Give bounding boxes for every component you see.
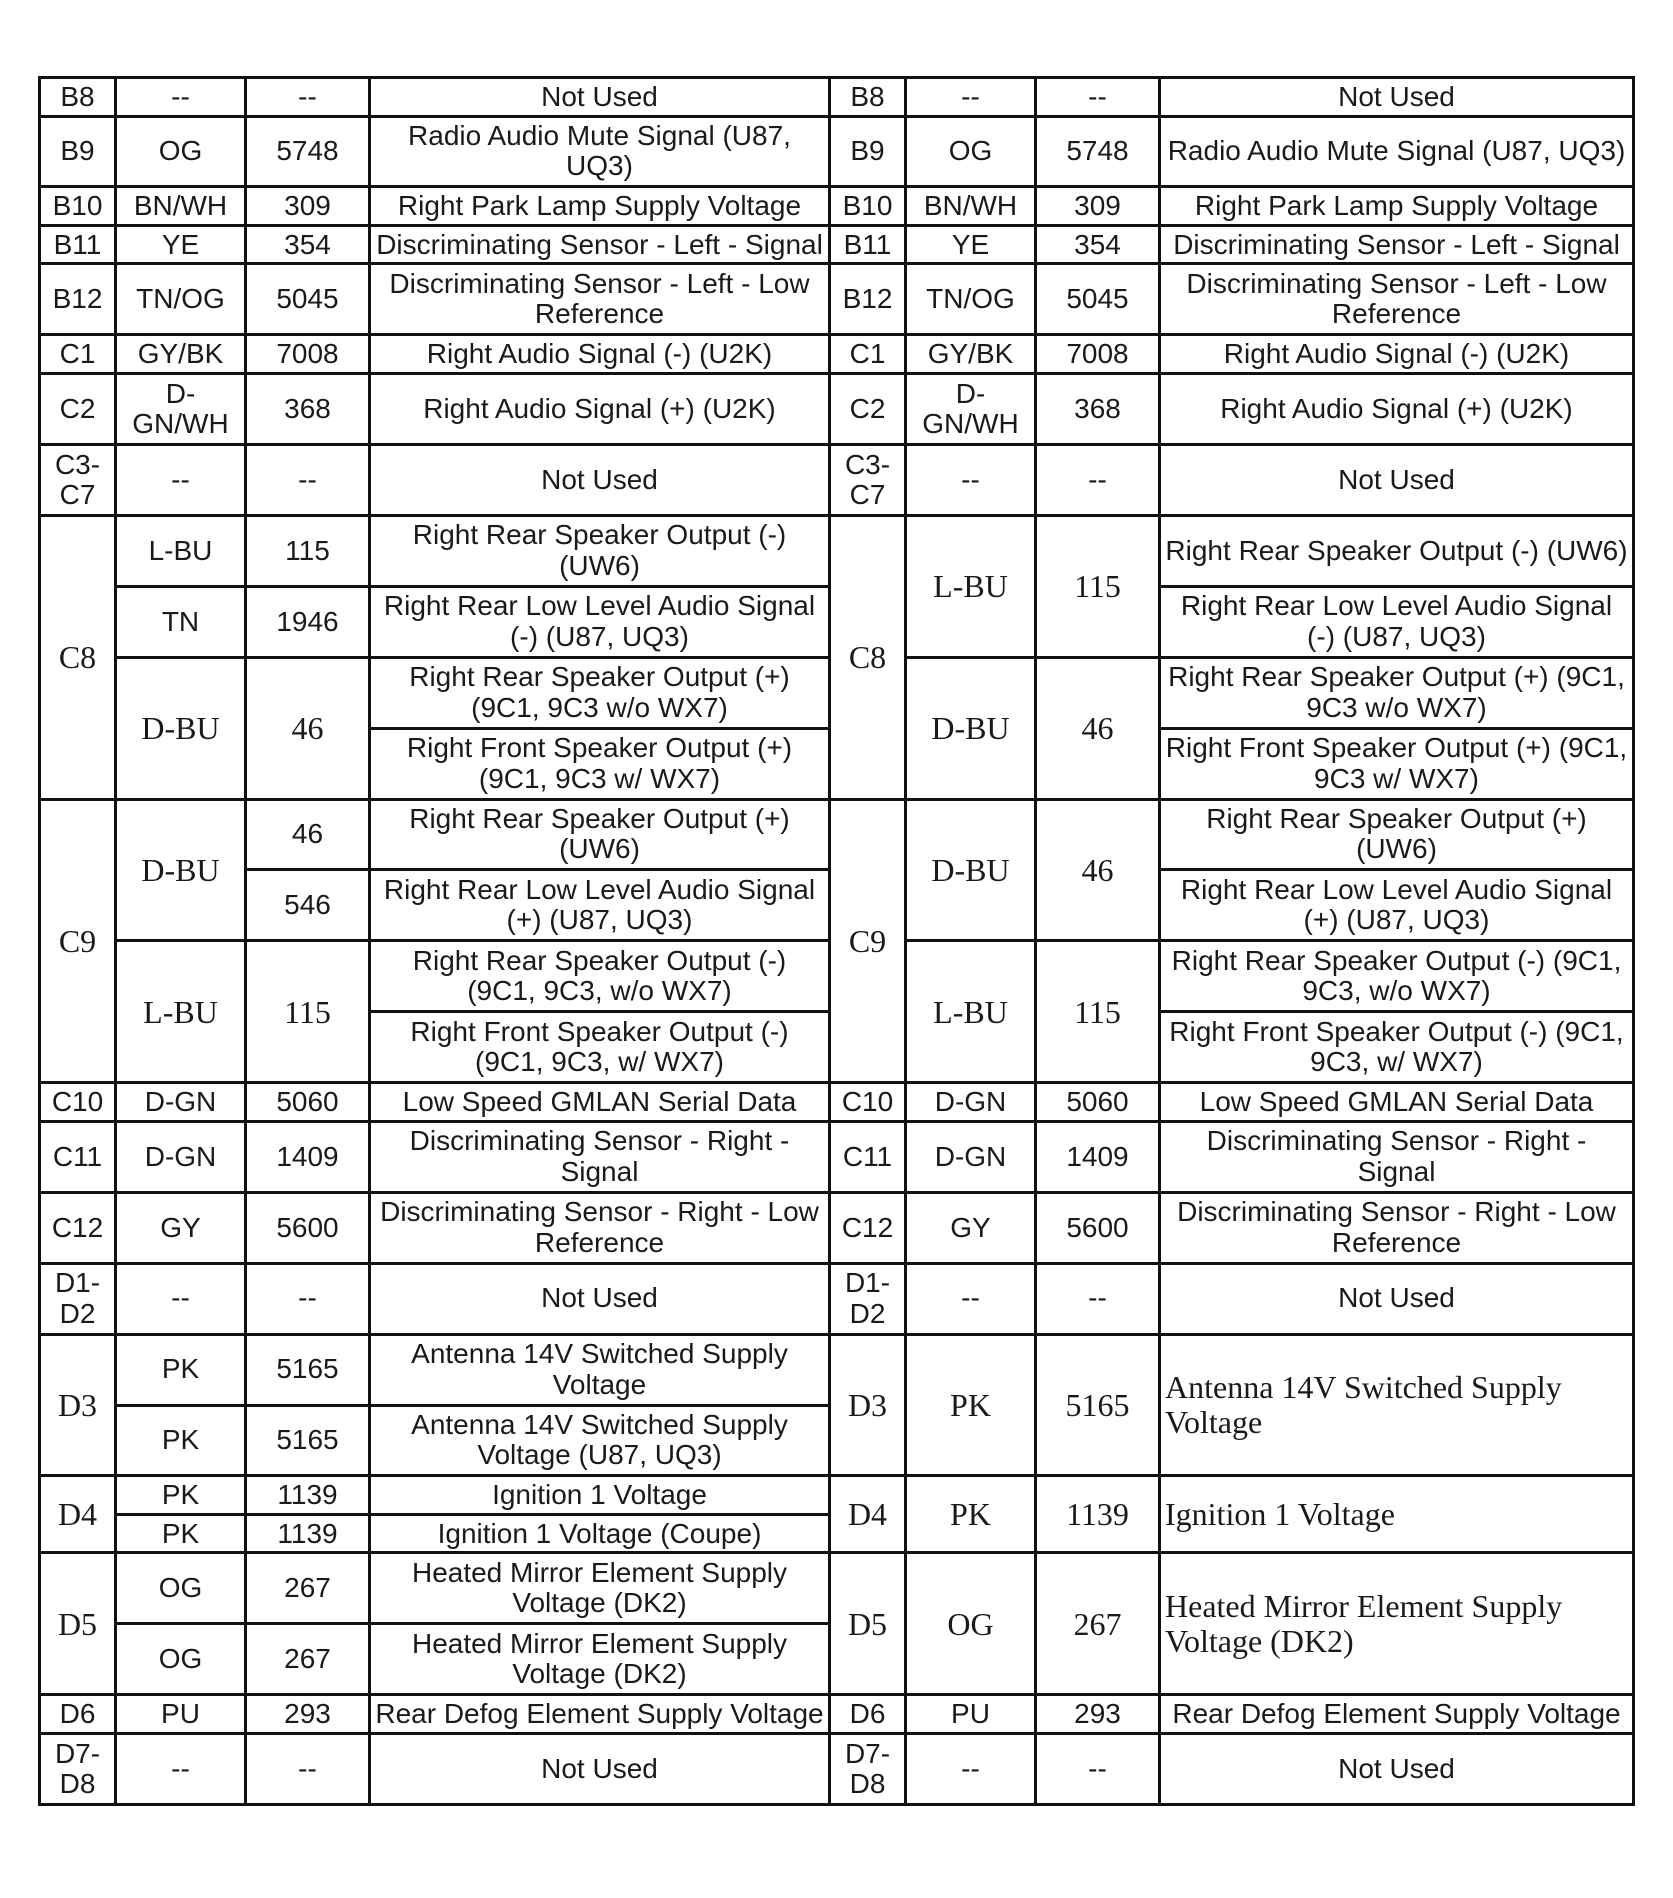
table-cell: Not Used xyxy=(370,1263,830,1334)
table-cell: -- xyxy=(906,1733,1036,1804)
table-row xyxy=(40,799,1634,870)
table-cell: Discriminating Sensor - Right - Signal xyxy=(370,1121,830,1192)
table-cell: -- xyxy=(246,1733,370,1804)
table-cell: GY xyxy=(116,1192,246,1263)
table-cell: B10 xyxy=(830,187,906,226)
table-cell: Right Rear Low Level Audio Signal (-) (U87, UQ3) xyxy=(1160,586,1634,657)
table-cell: Antenna 14V Switched Supply Voltage xyxy=(1160,1334,1634,1476)
table-cell: Right Rear Speaker Output (+) (9C1, 9C3 w/o WX7) xyxy=(1160,657,1634,728)
table-cell: Discriminating Sensor - Right - Low Reference xyxy=(1160,1192,1634,1263)
table-cell: Right Front Speaker Output (-) (9C1, 9C3, w/ WX7) xyxy=(1160,1012,1634,1083)
table-cell: OG xyxy=(906,116,1036,187)
table-cell: C8 xyxy=(830,515,906,799)
table-cell: Radio Audio Mute Signal (U87, UQ3) xyxy=(1160,116,1634,187)
table-cell: Right Front Speaker Output (+) (9C1, 9C3 w/ WX7) xyxy=(1160,728,1634,799)
table-cell: 267 xyxy=(1036,1553,1160,1695)
table-row xyxy=(40,373,1634,444)
table-cell: 309 xyxy=(1036,187,1160,226)
table-cell: YE xyxy=(116,225,246,264)
table-cell: D3 xyxy=(40,1334,116,1476)
table-cell: D-BU xyxy=(906,799,1036,941)
table-row xyxy=(40,1695,1634,1734)
table-cell: Radio Audio Mute Signal (U87, UQ3) xyxy=(370,116,830,187)
table-cell: Right Park Lamp Supply Voltage xyxy=(1160,187,1634,226)
table-cell: 115 xyxy=(1036,515,1160,657)
table-cell: 115 xyxy=(246,941,370,1083)
table-cell: Low Speed GMLAN Serial Data xyxy=(1160,1083,1634,1122)
table-cell: Antenna 14V Switched Supply Voltage xyxy=(370,1334,830,1405)
table-cell: C1 xyxy=(40,335,116,374)
table-cell: D6 xyxy=(830,1695,906,1734)
table-cell: 1409 xyxy=(1036,1121,1160,1192)
table-cell: OG xyxy=(116,1553,246,1624)
table-cell: 368 xyxy=(246,373,370,444)
table-cell: PK xyxy=(906,1334,1036,1476)
table-row xyxy=(40,335,1634,374)
table-cell: OG xyxy=(906,1553,1036,1695)
table-cell: 1946 xyxy=(246,586,370,657)
table-cell: 5748 xyxy=(246,116,370,187)
table-cell: 115 xyxy=(246,515,370,586)
table-cell: TN/OG xyxy=(116,264,246,335)
table-cell: Rear Defog Element Supply Voltage xyxy=(1160,1695,1634,1734)
table-cell: 46 xyxy=(246,657,370,799)
table-row xyxy=(40,515,1634,586)
table-cell: 354 xyxy=(246,225,370,264)
table-cell: C12 xyxy=(830,1192,906,1263)
table-row xyxy=(40,225,1634,264)
table-cell: Discriminating Sensor - Left - Signal xyxy=(370,225,830,264)
table-cell: -- xyxy=(906,444,1036,515)
table-cell: C11 xyxy=(830,1121,906,1192)
table-cell: Not Used xyxy=(1160,1263,1634,1334)
table-cell: 5165 xyxy=(246,1405,370,1476)
table-cell: B8 xyxy=(40,78,116,117)
table-cell: D4 xyxy=(830,1476,906,1553)
table-cell: B11 xyxy=(40,225,116,264)
table-cell: 7008 xyxy=(246,335,370,374)
table-cell: 46 xyxy=(246,799,370,870)
table-cell: -- xyxy=(116,78,246,117)
table-cell: B11 xyxy=(830,225,906,264)
table-cell: -- xyxy=(1036,444,1160,515)
table-cell: L-BU xyxy=(116,941,246,1083)
table-cell: GY/BK xyxy=(906,335,1036,374)
table-cell: D-GN xyxy=(906,1121,1036,1192)
table-row xyxy=(40,1476,1634,1515)
table-cell: -- xyxy=(116,1733,246,1804)
table-cell: D7-D8 xyxy=(830,1733,906,1804)
table-cell: PU xyxy=(116,1695,246,1734)
table-cell: C3-C7 xyxy=(40,444,116,515)
table-body xyxy=(40,78,1634,1805)
table-cell: Right Rear Speaker Output (-) (UW6) xyxy=(1160,515,1634,586)
table-cell: B12 xyxy=(40,264,116,335)
table-cell: Not Used xyxy=(370,1733,830,1804)
table-cell: Right Audio Signal (-) (U2K) xyxy=(1160,335,1634,374)
table-cell: PK xyxy=(116,1405,246,1476)
table-cell: Discriminating Sensor - Right - Signal xyxy=(1160,1121,1634,1192)
table-cell: Discriminating Sensor - Left - Signal xyxy=(1160,225,1634,264)
table-cell: Right Rear Speaker Output (-) (9C1, 9C3, w/o WX7) xyxy=(1160,941,1634,1012)
table-cell: TN xyxy=(116,586,246,657)
table-cell: 5748 xyxy=(1036,116,1160,187)
table-cell: 5600 xyxy=(246,1192,370,1263)
table-cell: D-BU xyxy=(116,657,246,799)
table-cell: C12 xyxy=(40,1192,116,1263)
table-cell: Heated Mirror Element Supply Voltage (DK2) xyxy=(1160,1553,1634,1695)
table-cell: Discriminating Sensor - Left - Low Reference xyxy=(1160,264,1634,335)
table-cell: Not Used xyxy=(370,78,830,117)
table-cell: 46 xyxy=(1036,657,1160,799)
table-row xyxy=(40,1334,1634,1405)
table-cell: -- xyxy=(246,1263,370,1334)
table-cell: Heated Mirror Element Supply Voltage (DK2) xyxy=(370,1553,830,1624)
table-cell: 115 xyxy=(1036,941,1160,1083)
table-cell: Heated Mirror Element Supply Voltage (DK2) xyxy=(370,1624,830,1695)
table-cell: C2 xyxy=(40,373,116,444)
table-cell: Not Used xyxy=(1160,78,1634,117)
table-cell: -- xyxy=(1036,1733,1160,1804)
table-cell: 7008 xyxy=(1036,335,1160,374)
table-cell: 5600 xyxy=(1036,1192,1160,1263)
table-cell: 5165 xyxy=(1036,1334,1160,1476)
table-row xyxy=(40,78,1634,117)
table-cell: TN/OG xyxy=(906,264,1036,335)
table-cell: OG xyxy=(116,1624,246,1695)
table-row xyxy=(40,1083,1634,1122)
table-cell: -- xyxy=(906,1263,1036,1334)
table-cell: PU xyxy=(906,1695,1036,1734)
table-cell: Right Front Speaker Output (+) (9C1, 9C3 w/ WX7) xyxy=(370,728,830,799)
table-cell: GY xyxy=(906,1192,1036,1263)
table-cell: Right Rear Speaker Output (-) (UW6) xyxy=(370,515,830,586)
table-cell: 1139 xyxy=(246,1514,370,1553)
table-cell: D5 xyxy=(830,1553,906,1695)
table-cell: 293 xyxy=(246,1695,370,1734)
table-cell: 546 xyxy=(246,870,370,941)
table-cell: YE xyxy=(906,225,1036,264)
table-cell: Right Rear Low Level Audio Signal (+) (U87, UQ3) xyxy=(370,870,830,941)
table-cell: Low Speed GMLAN Serial Data xyxy=(370,1083,830,1122)
table-cell: C2 xyxy=(830,373,906,444)
table-cell: D5 xyxy=(40,1553,116,1695)
table-cell: Right Park Lamp Supply Voltage xyxy=(370,187,830,226)
table-cell: -- xyxy=(1036,1263,1160,1334)
table-cell: 46 xyxy=(1036,799,1160,941)
table-cell: Right Rear Low Level Audio Signal (+) (U87, UQ3) xyxy=(1160,870,1634,941)
table-cell: Not Used xyxy=(1160,1733,1634,1804)
table-cell: L-BU xyxy=(906,941,1036,1083)
table-cell: PK xyxy=(116,1476,246,1515)
table-cell: OG xyxy=(116,116,246,187)
table-row xyxy=(40,1553,1634,1624)
table-cell: Antenna 14V Switched Supply Voltage (U87, UQ3) xyxy=(370,1405,830,1476)
table-cell: D1-D2 xyxy=(830,1263,906,1334)
table-cell: 1139 xyxy=(1036,1476,1160,1553)
table-cell: D-GN/WH xyxy=(116,373,246,444)
table-cell: 5060 xyxy=(246,1083,370,1122)
table-cell: 267 xyxy=(246,1624,370,1695)
table-row xyxy=(40,444,1634,515)
table-cell: D-GN xyxy=(116,1121,246,1192)
table-cell: B10 xyxy=(40,187,116,226)
table-cell: D7-D8 xyxy=(40,1733,116,1804)
table-cell: BN/WH xyxy=(116,187,246,226)
table-cell: PK xyxy=(116,1334,246,1405)
table-cell: D-GN xyxy=(116,1083,246,1122)
table-cell: C3-C7 xyxy=(830,444,906,515)
table-cell: Not Used xyxy=(370,444,830,515)
table-cell: Right Audio Signal (-) (U2K) xyxy=(370,335,830,374)
table-row xyxy=(40,1192,1634,1263)
table-cell: -- xyxy=(116,444,246,515)
table-cell: PK xyxy=(116,1514,246,1553)
table-cell: Discriminating Sensor - Left - Low Reference xyxy=(370,264,830,335)
table-row xyxy=(40,264,1634,335)
table-cell: C8 xyxy=(40,515,116,799)
table-cell: D-GN xyxy=(906,1083,1036,1122)
table-cell: 309 xyxy=(246,187,370,226)
table-cell: Right Rear Speaker Output (+) (UW6) xyxy=(1160,799,1634,870)
table-cell: Rear Defog Element Supply Voltage xyxy=(370,1695,830,1734)
table-cell: B8 xyxy=(830,78,906,117)
connector-pinout-table xyxy=(38,76,1635,1806)
table-cell: 354 xyxy=(1036,225,1160,264)
table-cell: D-BU xyxy=(116,799,246,941)
table-cell: -- xyxy=(906,78,1036,117)
table-cell: -- xyxy=(116,1263,246,1334)
table-cell: L-BU xyxy=(906,515,1036,657)
table-cell: 293 xyxy=(1036,1695,1160,1734)
table-cell: Right Rear Low Level Audio Signal (-) (U87, UQ3) xyxy=(370,586,830,657)
table-cell: B9 xyxy=(40,116,116,187)
table-cell: 5045 xyxy=(246,264,370,335)
table-cell: Right Rear Speaker Output (+) (UW6) xyxy=(370,799,830,870)
table-cell: 5165 xyxy=(246,1334,370,1405)
table-cell: C1 xyxy=(830,335,906,374)
table-cell: 368 xyxy=(1036,373,1160,444)
table-cell: -- xyxy=(246,444,370,515)
table-cell: B12 xyxy=(830,264,906,335)
table-cell: C10 xyxy=(830,1083,906,1122)
table-cell: C11 xyxy=(40,1121,116,1192)
table-cell: 1139 xyxy=(246,1476,370,1515)
table-cell: Not Used xyxy=(1160,444,1634,515)
table-cell: Right Front Speaker Output (-) (9C1, 9C3, w/ WX7) xyxy=(370,1012,830,1083)
table-cell: C9 xyxy=(40,799,116,1083)
table-row xyxy=(40,1121,1634,1192)
table-cell: Right Audio Signal (+) (U2K) xyxy=(370,373,830,444)
table-cell: Right Audio Signal (+) (U2K) xyxy=(1160,373,1634,444)
table-cell: B9 xyxy=(830,116,906,187)
table-cell: 267 xyxy=(246,1553,370,1624)
table-cell: -- xyxy=(1036,78,1160,117)
table-cell: Discriminating Sensor - Right - Low Reference xyxy=(370,1192,830,1263)
table-cell: GY/BK xyxy=(116,335,246,374)
table-cell: 5060 xyxy=(1036,1083,1160,1122)
table-cell: D4 xyxy=(40,1476,116,1553)
table-cell: L-BU xyxy=(116,515,246,586)
table-row xyxy=(40,187,1634,226)
table-cell: D1-D2 xyxy=(40,1263,116,1334)
table-cell: Ignition 1 Voltage (Coupe) xyxy=(370,1514,830,1553)
table-row xyxy=(40,1733,1634,1804)
table-cell: D6 xyxy=(40,1695,116,1734)
table-cell: C9 xyxy=(830,799,906,1083)
table-cell: C10 xyxy=(40,1083,116,1122)
table-cell: D-BU xyxy=(906,657,1036,799)
table-cell: D3 xyxy=(830,1334,906,1476)
table-row xyxy=(40,116,1634,187)
table-cell: Ignition 1 Voltage xyxy=(1160,1476,1634,1553)
table-cell: D-GN/WH xyxy=(906,373,1036,444)
table-cell: 1409 xyxy=(246,1121,370,1192)
table-cell: BN/WH xyxy=(906,187,1036,226)
table-cell: Right Rear Speaker Output (-) (9C1, 9C3, w/o WX7) xyxy=(370,941,830,1012)
table-cell: -- xyxy=(246,78,370,117)
table-cell: Ignition 1 Voltage xyxy=(370,1476,830,1515)
table-cell: 5045 xyxy=(1036,264,1160,335)
table-cell: Right Rear Speaker Output (+) (9C1, 9C3 w/o WX7) xyxy=(370,657,830,728)
table-row xyxy=(40,1263,1634,1334)
table-cell: PK xyxy=(906,1476,1036,1553)
